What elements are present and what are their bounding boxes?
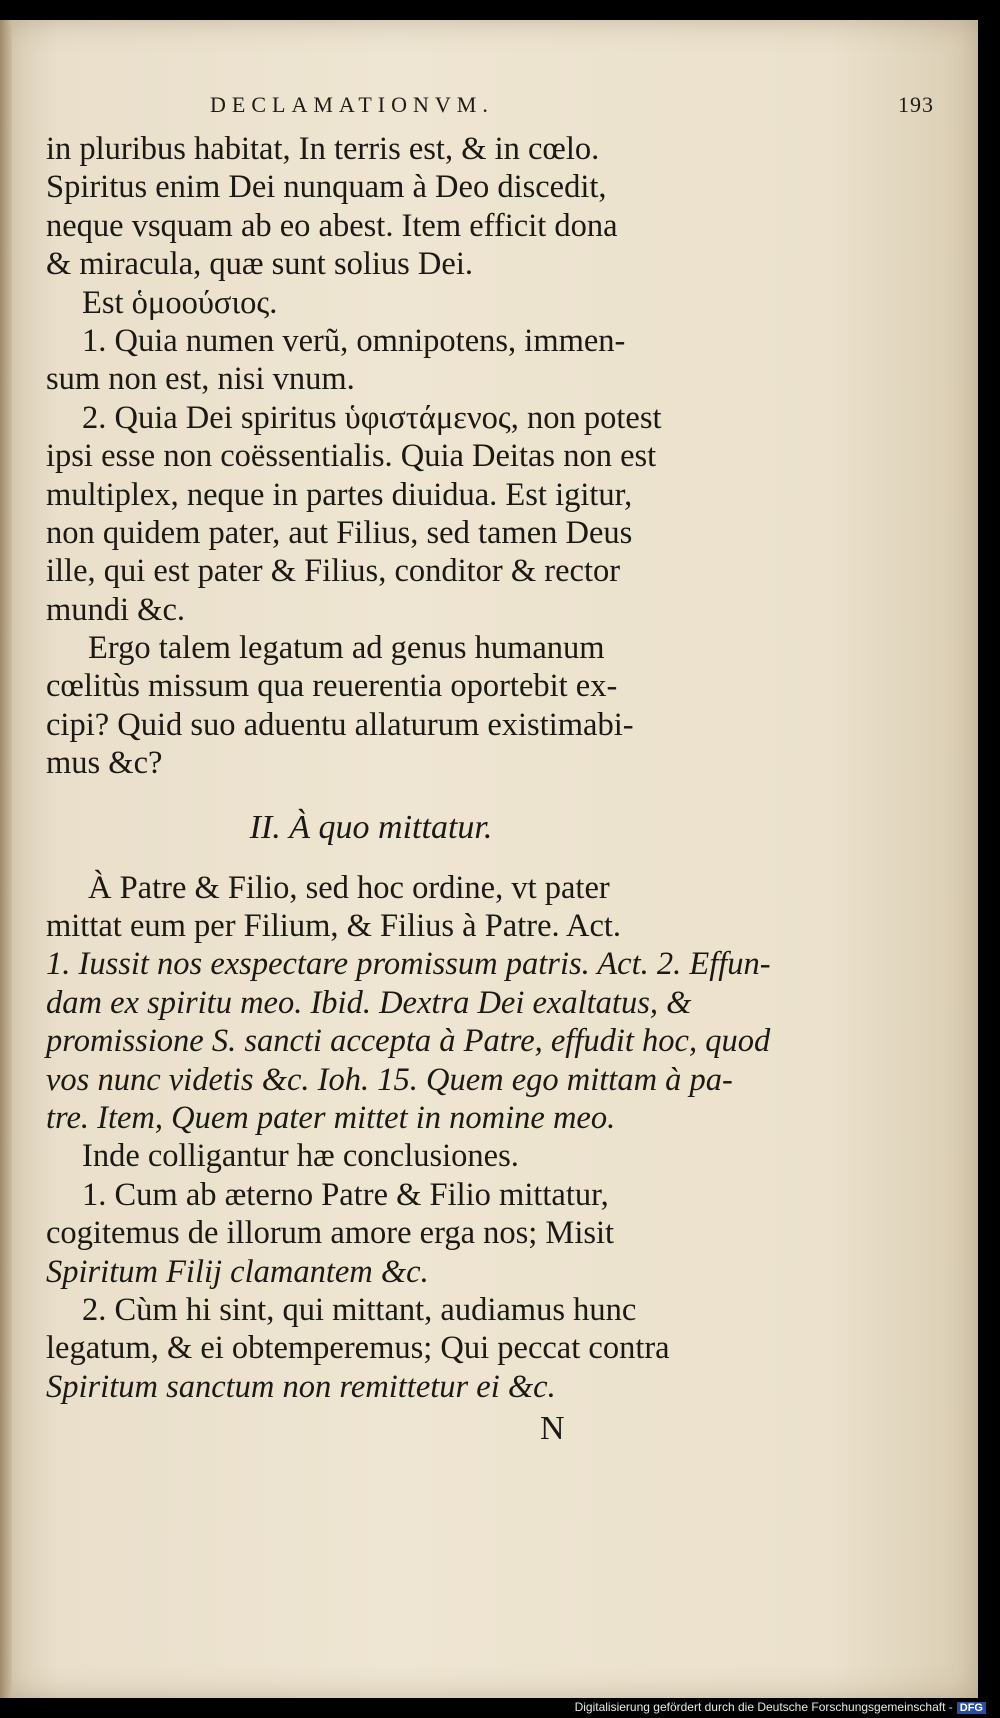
text-line: 2. Quia Dei spiritus ὑφιστάμενος, non potest — [82, 399, 662, 436]
catchword: N — [540, 1410, 565, 1447]
text-line: Spiritus enim Dei nunquam à Deo discedit, — [46, 169, 607, 206]
text-line: dam ex spiritu meo. Ibid. Dextra Dei exaltatus, & — [46, 984, 692, 1021]
text-line: ipsi esse non coëssentialis. Quia Deitas non est — [46, 438, 657, 475]
digitization-credit — [575, 1700, 986, 1714]
text-line: 2. Cùm hi sint, qui mittant, audiamus hunc — [82, 1291, 637, 1328]
section-heading: II. À quo mittatur. — [249, 808, 493, 846]
text-line: non quidem pater, aut Filius, sed tamen Deus — [46, 514, 633, 551]
book-page — [0, 20, 978, 1698]
text-line: ille, qui est pater & Filius, conditor & rector — [46, 553, 621, 590]
text-line: tre. Item, Quem pater mittet in nomine meo. — [46, 1099, 616, 1136]
text-line: promissione S. sancti accepta à Patre, effudit hoc, quod — [46, 1023, 771, 1060]
text-line: mus &c? — [46, 745, 163, 782]
credit-text: Digitalisierung gefördert durch die Deutsche Forschungsgemeinschaft - — [574, 1700, 953, 1714]
text-line: Inde colligantur hæ conclusiones. — [82, 1138, 519, 1175]
text-line: 1. Quia numen verũ, omnipotens, immen- — [82, 322, 626, 359]
body-text — [46, 130, 771, 1406]
text-line: & miracula, quæ sunt solius Dei. — [46, 246, 473, 283]
text-line: mittat eum per Filium, & Filius à Patre. Act. — [46, 908, 622, 945]
text-line: in pluribus habitat, In terris est, & in cœlo. — [46, 131, 600, 167]
text-line: sum non est, nisi vnum. — [46, 361, 355, 398]
running-head-title: DECLAMATIONVM. — [210, 92, 494, 117]
text-line: Ergo talem legatum ad genus humanum — [88, 630, 605, 667]
text-line: neque vsquam ab eo abest. Item efficit dona — [46, 207, 618, 244]
text-line: Est ὁμοούσιος. — [82, 284, 278, 321]
page-spine-shadow — [0, 20, 12, 1698]
text-line: cogitemus de illorum amore erga nos; Misit — [46, 1215, 615, 1252]
text-line: Spiritum sanctum non remittetur ei &c. — [46, 1368, 556, 1405]
text-line: multiplex, neque in partes diuidua. Est igitur, — [46, 476, 633, 513]
text-line: Spiritum Filij clamantem &c. — [46, 1253, 429, 1290]
text-line: cipi? Quid suo aduentu allaturum existimabi- — [46, 706, 634, 743]
text-line: 1. Iussit nos exspectare promissum patris. Act. 2. Effun- — [46, 946, 771, 983]
text-line: mundi &c. — [46, 591, 186, 628]
text-line: legatum, & ei obtemperemus; Qui peccat contra — [46, 1330, 670, 1367]
text-line: 1. Cum ab æterno Patre & Filio mittatur, — [82, 1176, 609, 1213]
text-line: cœlitùs missum qua reuerentia oportebit ex- — [46, 668, 618, 705]
page-number: 193 — [898, 92, 934, 117]
text-line: À Patre & Filio, sed hoc ordine, vt pater — [88, 869, 610, 906]
text-line: vos nunc videtis &c. Ioh. 15. Quem ego mittam à pa- — [46, 1061, 733, 1098]
dfg-logo: DFG — [957, 1702, 986, 1714]
